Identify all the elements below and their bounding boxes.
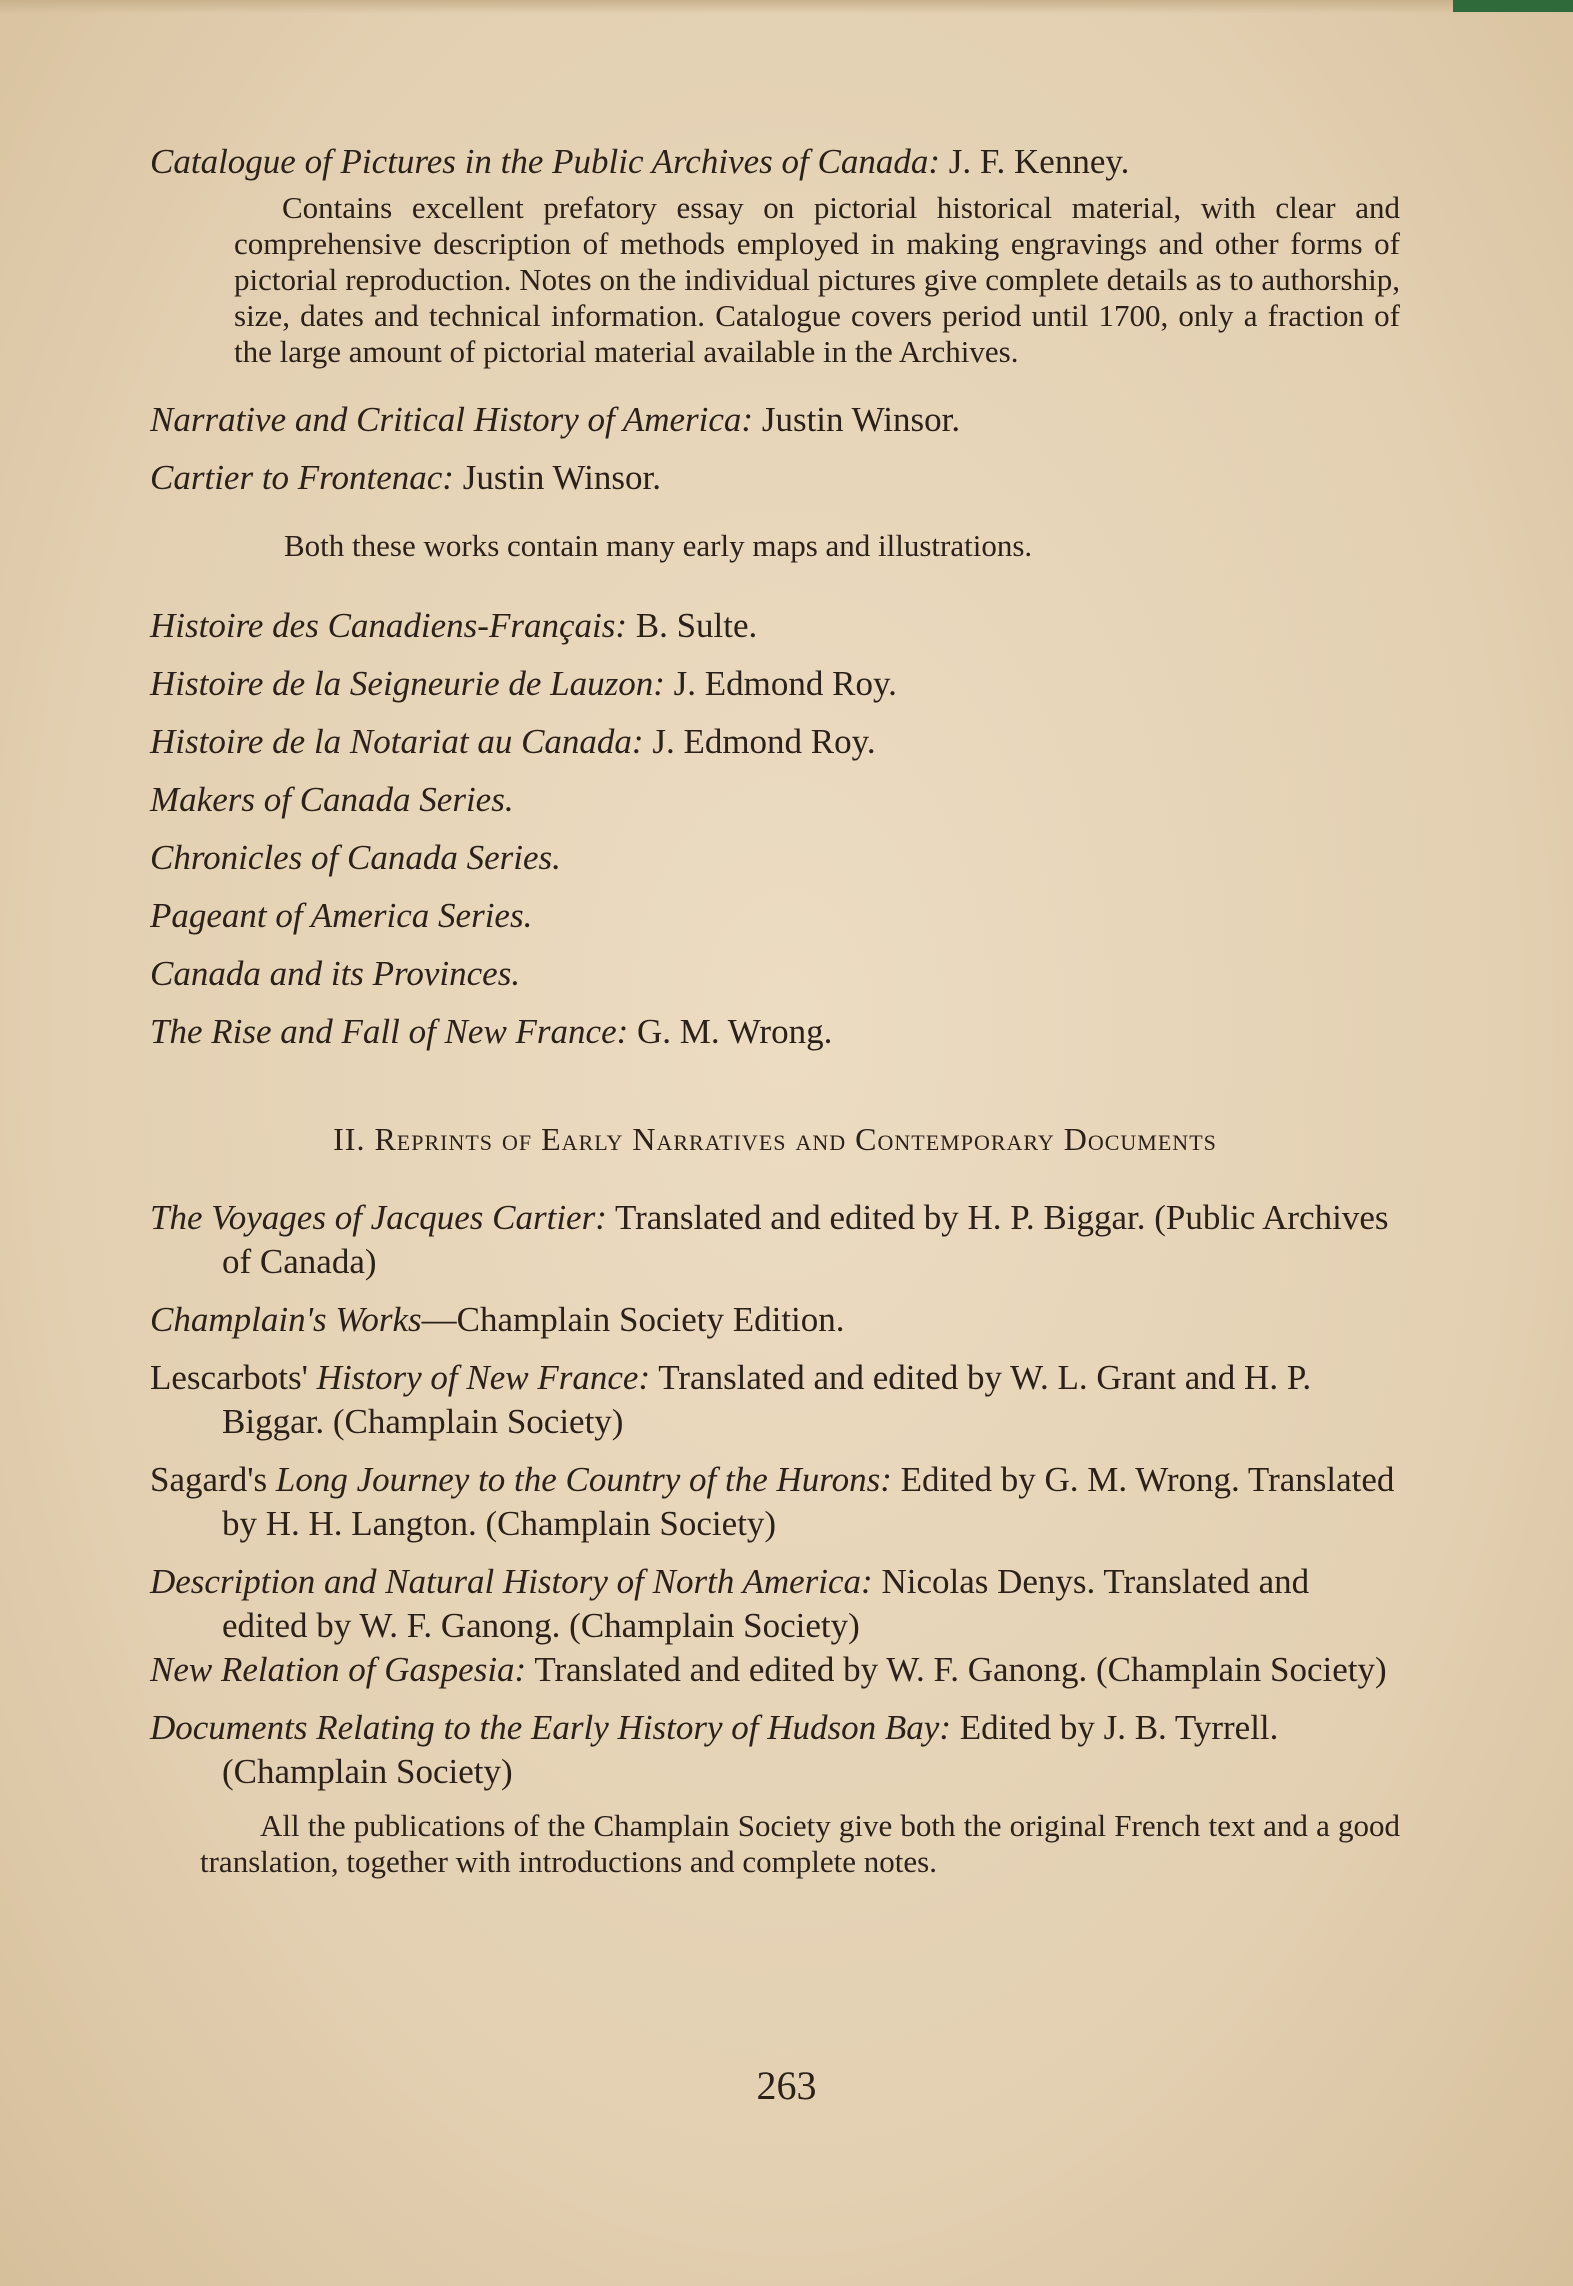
entry-author: B. Sulte. [627,606,758,645]
bibliography-entry [150,720,1400,764]
bibliography-content [150,140,1400,1880]
entry-author: Justin Winsor. [453,458,661,497]
entry-author: J. Edmond Roy. [643,722,876,761]
section-heading: II. Reprints of Early Narratives and Contemporary Documents [333,1121,1217,1157]
entry-author: —Champlain Society Edition. [421,1300,845,1339]
entry-title: Champlain's Works [150,1300,422,1339]
entry-author: Nicolas Denys. Translated and edited by W. F. Ganong. (Champlain Society) [222,1562,1310,1645]
entry-author: Justin Winsor. [753,400,961,439]
entry-note: Both these works contain many early maps and illustrations. [284,528,1033,563]
bibliography-entry [150,1560,1400,1648]
bibliography-entry [150,1010,1400,1054]
entry-author: G. M. Wrong. [628,1012,833,1051]
bibliography-entry [150,1196,1400,1284]
entry-title: Chronicles of Canada Series. [150,838,561,877]
entry-title: New Relation of Gaspesia: [150,1650,527,1689]
entry-author: J. F. Kenney. [939,142,1130,181]
entry-title: Histoire des Canadiens-Français: [150,606,627,645]
page-number: 263 [756,2063,817,2108]
bibliography-entry [150,604,1400,648]
entry-title: Narrative and Critical History of America: [150,400,754,439]
bibliography-entry [150,140,1400,184]
bibliography-entry [150,398,1400,442]
entry-title: Canada and its Provinces. [150,954,521,993]
bibliography-entry [150,662,1400,706]
entry-title: History of New France: [316,1358,651,1397]
bibliography-entry [150,456,1400,500]
entry-author: J. Edmond Roy. [664,664,897,703]
bibliography-entry [150,778,1400,822]
entry-prefix: Sagard's [150,1460,276,1499]
entry-title: Cartier to Frontenac: [150,458,454,497]
bibliography-entry [150,894,1400,938]
entry-author: Edited by J. B. Tyrrell. (Champlain Society) [222,1708,1279,1791]
entry-note: Contains excellent prefatory essay on pictorial historical material, with clear and comprehensive description of methods employed in making engravings and other forms of pictorial reproduction. Notes on the individual pictures give complete details as to authorship, size, dates and technical information. Catalogue covers period until 1700, only a fraction of the large amount of pictorial material available in the Archives. [234,190,1400,369]
entry-title: Documents Relating to the Early History of Hudson Bay: [150,1708,951,1747]
entry-title: The Rise and Fall of New France: [150,1012,629,1051]
entry-title: Histoire de la Seigneurie de Lauzon: [150,664,665,703]
entry-prefix: Lescarbots' [150,1358,317,1397]
bibliography-entry [150,1458,1400,1546]
bibliography-entry [150,836,1400,880]
entry-author: Edited by G. M. Wrong. Translated by H. H. Langton. (Champlain Society) [222,1460,1395,1543]
bibliography-entry [150,1298,1400,1342]
bibliography-entry [150,1706,1400,1794]
entry-author: Translated and edited by H. P. Biggar. (Public Archives of Canada) [222,1198,1389,1281]
entry-title: Pageant of America Series. [150,896,533,935]
bibliography-entry [150,1356,1400,1444]
entry-title: Makers of Canada Series. [150,780,514,819]
entry-author: Translated and edited by W. F. Ganong. (Champlain Society) [526,1650,1387,1689]
entry-note: All the publications of the Champlain Society give both the original French text and a good translation, together with introductions and complete notes. [200,1808,1400,1879]
entry-title: Description and Natural History of North America: [150,1562,873,1601]
entry-title: Histoire de la Notariat au Canada: [150,722,644,761]
page-top-edge [0,0,1573,14]
entry-author: Translated and edited by W. L. Grant and H. P. Biggar. (Champlain Society) [222,1358,1312,1441]
cover-edge [1453,0,1573,12]
entry-title: The Voyages of Jacques Cartier: [150,1198,607,1237]
bibliography-entry [150,1648,1400,1692]
bibliography-entry [150,952,1400,996]
entry-title: Long Journey to the Country of the Hurons: [275,1460,892,1499]
entry-title: Catalogue of Pictures in the Public Archives of Canada: [150,142,940,181]
